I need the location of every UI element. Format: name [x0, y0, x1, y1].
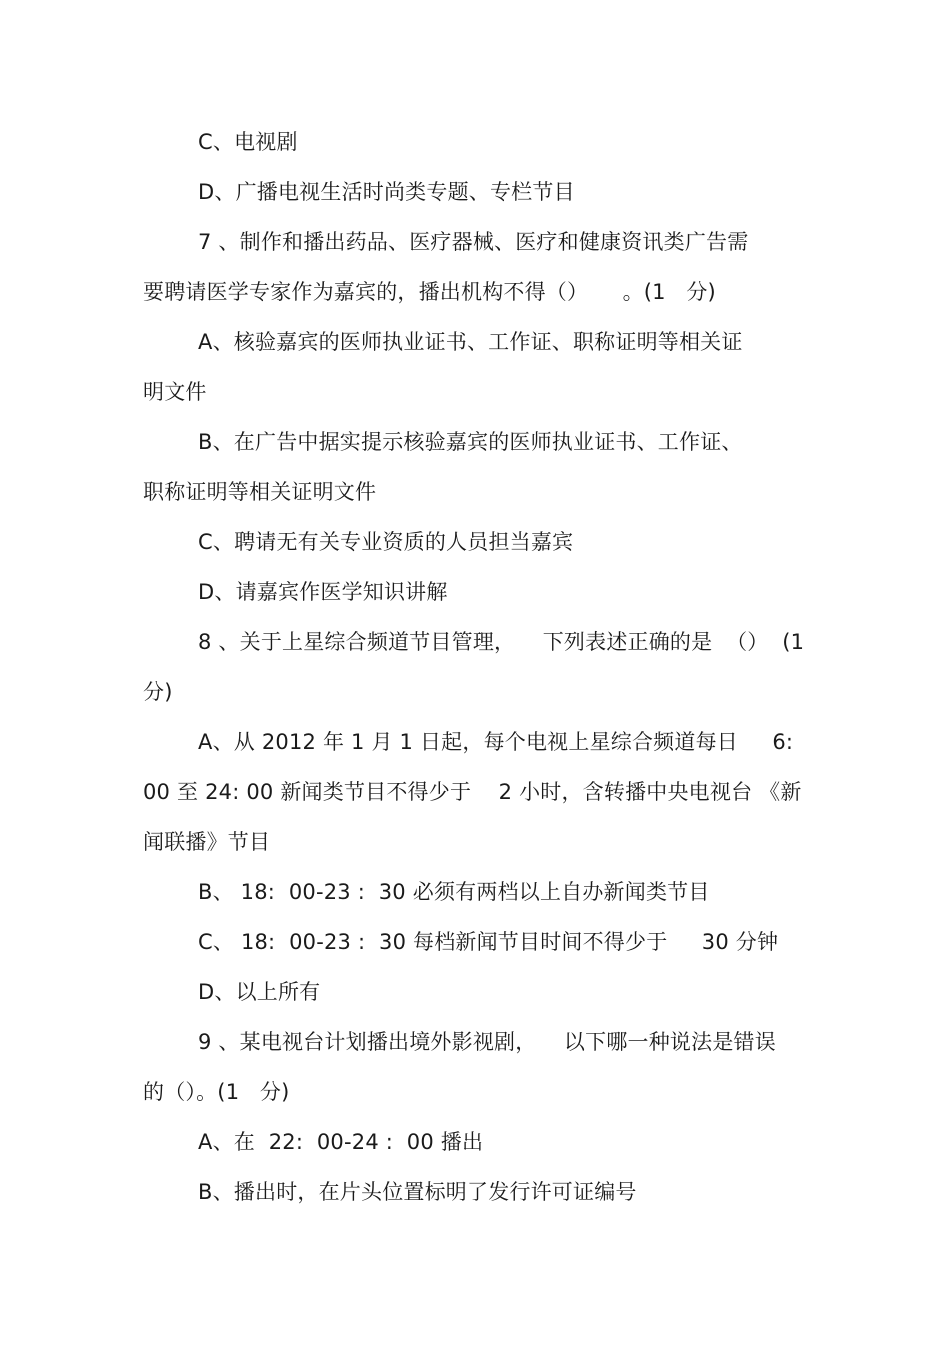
question-8-line-1: 8 、关于上星综合频道节目管理， 下列表述正确的是 （） (1 [198, 630, 805, 654]
question-7-line-1: 7 、制作和播出药品、医疗器械、医疗和健康资讯类广告需 [198, 230, 749, 254]
question-8-line-2: 分) [143, 680, 173, 704]
option-9b: B、播出时，在片头位置标明了发行许可证编号 [198, 1180, 637, 1204]
option-6d: D、广播电视生活时尚类专题、专栏节目 [198, 180, 575, 204]
option-7b-line-1: B、在广告中据实提示核验嘉宾的医师执业证书、工作证、 [198, 430, 743, 454]
option-8a-line-2: 00 至 24: 00 新闻类节目不得少于 2 小时，含转播中央电视台 《新 [143, 780, 802, 804]
option-9a: A、在 22: 00-24 : 00 播出 [198, 1130, 484, 1154]
option-6c: C、电视剧 [198, 130, 298, 154]
option-7a-line-2: 明文件 [143, 380, 207, 404]
option-7a-line-1: A、核验嘉宾的医师执业证书、工作证、职称证明等相关证 [198, 330, 743, 354]
question-9-line-2: 的（）。(1 分) [143, 1080, 290, 1104]
option-8c: C、 18: 00-23 : 30 每档新闻节目时间不得少于 30 分钟 [198, 930, 779, 954]
question-7-line-2: 要聘请医学专家作为嘉宾的，播出机构不得（） 。(1 分) [143, 280, 716, 304]
option-8b: B、 18: 00-23 : 30 必须有两档以上自办新闻类节目 [198, 880, 710, 904]
question-9-line-1: 9 、某电视台计划播出境外影视剧， 以下哪一种说法是错误 [198, 1030, 776, 1054]
option-7c: C、聘请无有关专业资质的人员担当嘉宾 [198, 530, 574, 554]
option-8a-line-3: 闻联播》节目 [143, 830, 271, 854]
option-7b-line-2: 职称证明等相关证明文件 [143, 480, 377, 504]
option-8a-line-1: A、从 2012 年 1 月 1 日起，每个电视上星综合频道每日 6: [198, 730, 794, 754]
option-7d: D、请嘉宾作医学知识讲解 [198, 580, 448, 604]
option-8d: D、以上所有 [198, 980, 321, 1004]
